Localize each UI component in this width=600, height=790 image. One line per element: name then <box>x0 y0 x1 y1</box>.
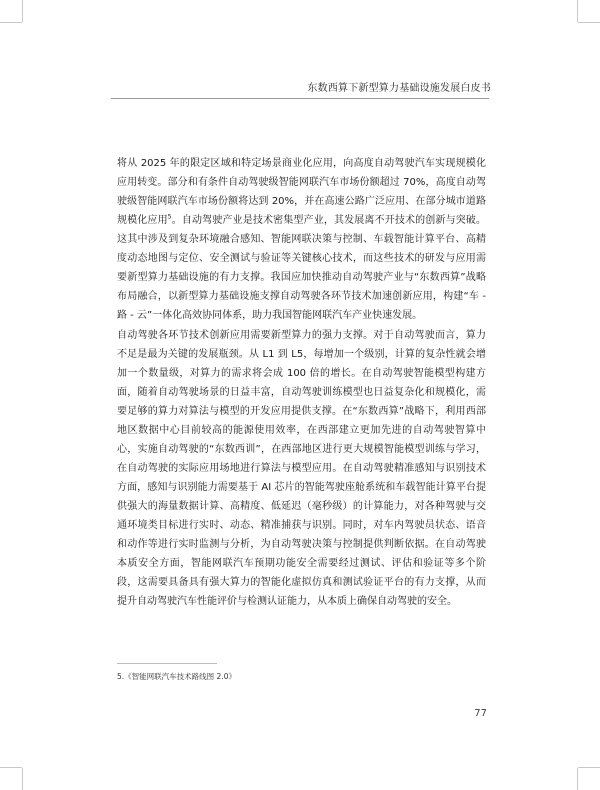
crop-mark-top-right-h <box>578 22 600 23</box>
crop-mark-bottom-right-v <box>577 768 578 790</box>
paragraph-1-text-a: 将从 2025 年的限定区域和特定场景商业化应用，向高度自动驾驶汽车实现规模化应用转变。部分和有条件自动驾驶级智能网联汽车市场份额超过 70%，高度自动驾驶级智能网联汽车市场份额将达到 20%，并在高速公路广泛应用、在部分城市道路规模化应用 <box>117 158 486 226</box>
body-paragraph-2: 自动驾驶各环节技术创新应用需要新型算力的强力支撑。对于自动驾驶而言，算力不足是最为关键的发展瓶颈。从 L1 到 L5，每增加一个级别，计算的复杂性就会增加一个数量级，对算力的需求将会成 100 倍的增长。在自动驾驶智能模型构建方面，随着自动驾驶场景的日益丰富，自动驾驶训练模型也日益复杂化和规模化，需要足够的算力对算法与模型的开发应用提供支撑。在“东数西算”战略下，利用西部地区数据中心目前较高的能源使用效率，在西部建立更加先进的自动驾驶智算中心，实施自动驾驶的“东数西训”，在西部地区进行更大规模智能模型训练与学习，在自动驾驶的实际应用场地进行算法与模型应用。在自动驾驶精准感知与识别技术方面，感知与识别能力需要基于 AI 芯片的智能驾驶座舱系统和车载智能计算平台提供强大的海量数据计算、高精度、低延迟（毫秒级）的计算能力，对各种驾驶与交通环境类目标进行实时、动态、精准捕获与识别。同时，对车内驾驶员状态、语音和动作等进行实时监测与分析，为自动驾驶决策与控制提供判断依据。在自动驾驶本质安全方面，智能网联汽车预期功能安全需要经过测试、评估和验证等多个阶段，这需要具备具有强大算力的智能化虚拟仿真和测试验证平台的有力支撑，从而提升自动驾驶汽车性能评价与检测认证能力，从本质上确保自动驾驶的安全。 <box>117 330 486 607</box>
footnote-rule <box>117 663 217 664</box>
crop-mark-top-left-v <box>22 0 23 22</box>
footnote-ref: 5 <box>167 213 172 221</box>
page-number: 77 <box>474 708 487 719</box>
crop-mark-top-right-v <box>577 0 578 22</box>
body-paragraph-1 <box>117 154 486 325</box>
running-header-title: 东数西算下新型算力基础设施发展白皮书 <box>307 83 491 94</box>
crop-mark-top-left-h <box>0 22 22 23</box>
paragraph-1-text-b: 。自动驾驶产业是技术密集型产业，其发展离不开技术的创新与突破。这其中涉及到复杂环境融合感知、智能网联决策与控制、车载智能计算平台、高精度动态地图与定位、安全测试与验证等关键核心技术，而这些技术的研发与应用需要新型算力基础设施的有力支撑。我国应加快推动自动驾驶产业与“东数西算”战略布局融合，以新型算力基础设施支撑自动驾驶各环节技术加速创新应用，构建“车 - 路 - 云”一体化高效协同体系，助力我国智能网联汽车产业快速发展。 <box>117 215 486 321</box>
crop-mark-bottom-left-v <box>22 768 23 790</box>
footnote: 5.《智能网联汽车技术路线图 2.0》 <box>117 672 236 681</box>
crop-mark-bottom-left-h <box>0 767 22 768</box>
crop-mark-bottom-right-h <box>578 767 600 768</box>
header-rule <box>111 98 489 99</box>
